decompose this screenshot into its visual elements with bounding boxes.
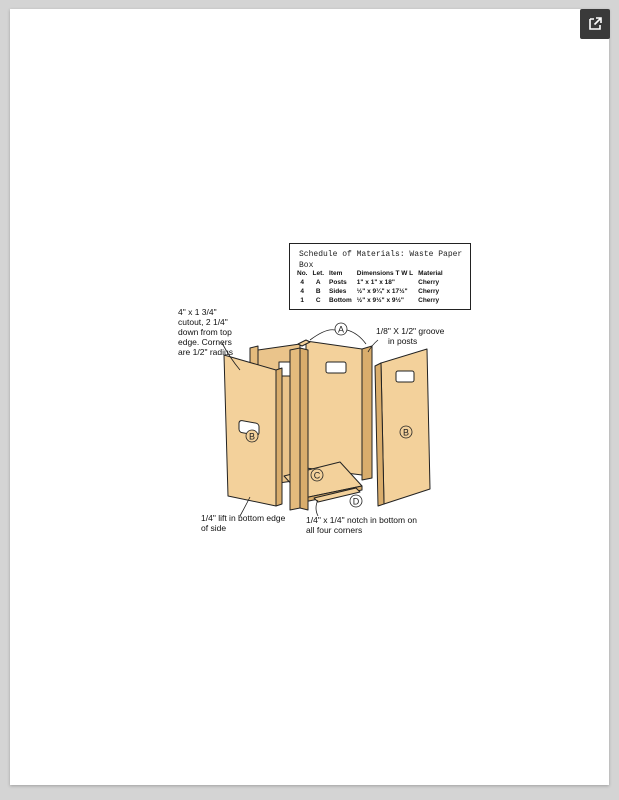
cell-dims: ½" x 9½" x 9½" xyxy=(356,297,404,304)
cell-no: 1 xyxy=(300,297,305,304)
cell-item: Posts xyxy=(329,279,347,286)
note-notch: 1/4" x 1/4" notch in bottom on all four corners xyxy=(306,515,417,535)
schedule-title: Schedule of Materials: Waste Paper Box xyxy=(299,250,463,270)
cell-item: Sides xyxy=(329,288,347,295)
cell-material: Cherry xyxy=(418,297,440,304)
label-a-text: A xyxy=(337,324,345,335)
col-material: Material xyxy=(418,270,443,277)
side-panel-right-cutout xyxy=(396,371,414,382)
col-no: No. xyxy=(297,270,308,277)
cell-material: Cherry xyxy=(418,279,440,286)
cell-let: A xyxy=(315,279,321,286)
cell-no: 4 xyxy=(300,279,305,286)
cell-item: Bottom xyxy=(329,297,352,304)
back-panel xyxy=(306,341,362,475)
label-d: D xyxy=(352,496,360,507)
label-c: C xyxy=(313,470,321,481)
back-panel-cutout xyxy=(326,362,346,373)
note-lift: 1/4" lift in bottom edge of side xyxy=(201,513,286,533)
cell-let: B xyxy=(315,288,321,295)
col-item: Item xyxy=(329,270,343,277)
note-cutout: 4" x 1 3/4" cutout, 2 1/4" down from top edge. Corners are 1/2" radius xyxy=(178,307,233,357)
note-groove: 1/8" X 1/2" groove in posts xyxy=(376,326,445,346)
cell-material: Cherry xyxy=(418,288,440,295)
col-let: Let. xyxy=(312,270,325,277)
cell-dims: ½" x 9¼" x 17½" xyxy=(356,288,408,295)
label-b-left: B xyxy=(248,431,256,442)
col-dims: Dimensions T W L xyxy=(356,270,414,277)
cell-dims: 1" x 1" x 18" xyxy=(356,279,395,286)
label-b-right: B xyxy=(402,427,410,438)
cell-let: C xyxy=(315,297,321,304)
post-back-right xyxy=(362,346,372,480)
cell-no: 4 xyxy=(300,288,305,295)
post-front xyxy=(290,348,300,510)
